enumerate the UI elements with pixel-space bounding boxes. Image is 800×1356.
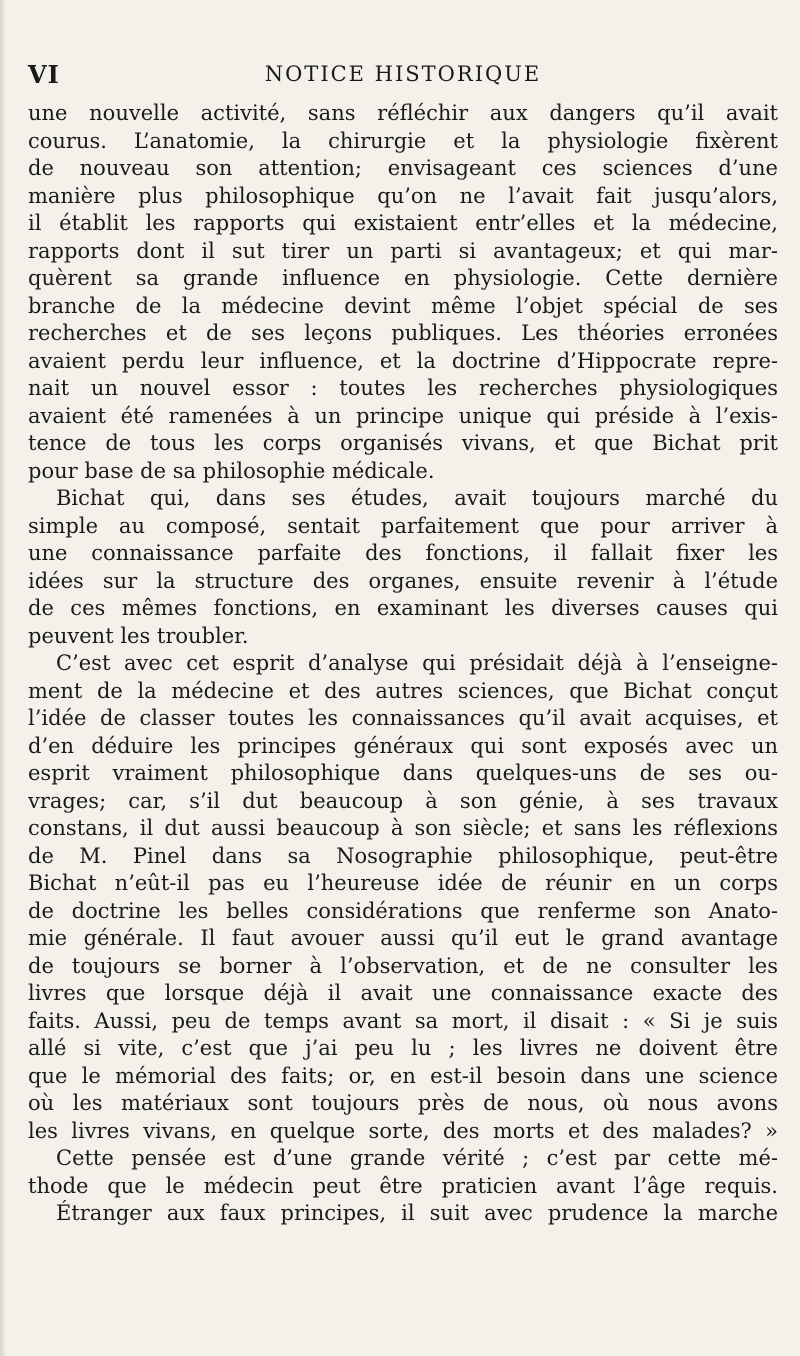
text-line: faits. Aussi, peu de temps avant sa mort, il disait : « Si je suis xyxy=(28,1008,778,1033)
text-line: quèrent sa grande influence en physiologie. Cette dernière xyxy=(28,266,778,290)
text-line: recherches et de ses leçons publiques. Les théories erronées xyxy=(28,321,778,345)
text-line: de toujours se borner à l’observation, et de ne consulter les xyxy=(28,953,778,978)
text-line: de nouveau son attention; envisageant ces sciences d’une xyxy=(28,156,778,180)
text-line: une connaissance parfaite des fonctions, il fallait fixer les xyxy=(28,541,778,565)
body-text xyxy=(28,100,778,1228)
running-title: NOTICE HISTORIQUE xyxy=(264,62,542,86)
page-number: VI xyxy=(28,60,60,89)
paragraph-start-line: C’est avec cet esprit d’analyse qui présidait déjà à l’enseigne- xyxy=(56,651,778,675)
text-line: rapports dont il sut tirer un parti si avantageux; et qui mar- xyxy=(28,238,778,263)
text-line: thode que le médecin peut être praticien avant l’âge requis. xyxy=(28,1173,778,1198)
text-line: les livres vivans, en quelque sorte, des morts et des malades? » xyxy=(28,1118,778,1143)
text-line: d’en déduire les principes généraux qui sont exposés avec un xyxy=(28,733,778,758)
paragraph-start-line: Étranger aux faux principes, il suit avec prudence la marche xyxy=(56,1201,778,1225)
text-line: nait un nouvel essor : toutes les recherches physiologiques xyxy=(28,376,778,400)
text-line: de M. Pinel dans sa Nosographie philosophique, peut-être xyxy=(28,843,778,868)
page-header xyxy=(28,60,778,90)
text-line: Bichat n’eût-il pas eu l’heureuse idée de réunir en un corps xyxy=(28,871,778,895)
text-line: pour base de sa philosophie médicale. xyxy=(28,458,435,483)
text-line: l’idée de classer toutes les connaissances qu’il avait acquises, et xyxy=(28,706,778,730)
text-line: idées sur la structure des organes, ensuite revenir à l’étude xyxy=(28,568,778,593)
text-line: avaient perdu leur influence, et la doctrine d’Hippocrate repre- xyxy=(28,348,778,373)
text-line: livres que lorsque déjà il avait une connaissance exacte des xyxy=(28,981,778,1005)
text-line: de ces mêmes fonctions, en examinant les diverses causes qui xyxy=(28,596,778,620)
text-line: allé si vite, c’est que j’ai peu lu ; les livres ne doivent être xyxy=(28,1036,778,1060)
text-line: manière plus philosophique qu’on ne l’avait fait jusqu’alors, xyxy=(28,183,778,208)
text-line: vrages; car, s’il dut beaucoup à son génie, à ses travaux xyxy=(28,788,778,813)
text-line: mie générale. Il faut avouer aussi qu’il eut le grand avantage xyxy=(28,926,778,950)
text-line: courus. L’anatomie, la chirurgie et la physiologie fixèrent xyxy=(28,128,778,153)
text-line: de doctrine les belles considérations que renferme son Anato- xyxy=(28,898,778,923)
text-line: constans, il dut aussi beaucoup à son siècle; et sans les réflexions xyxy=(28,816,778,840)
text-line: tence de tous les corps organisés vivans, et que Bichat prit xyxy=(28,431,778,455)
text-line: ment de la médecine et des autres sciences, que Bichat conçut xyxy=(28,678,778,703)
text-line: une nouvelle activité, sans réfléchir aux dangers qu’il avait xyxy=(28,101,778,125)
text-line: branche de la médecine devint même l’objet spécial de ses xyxy=(28,293,778,318)
text-line: avaient été ramenées à un principe unique qui préside à l’exis- xyxy=(28,403,778,428)
page-edge-shadow xyxy=(0,0,6,1356)
text-line: que le mémorial des faits; or, en est-il besoin dans une science xyxy=(28,1063,778,1088)
text-line: esprit vraiment philosophique dans quelques-uns de ses ou- xyxy=(28,761,778,785)
paragraph-start-line: Bichat qui, dans ses études, avait toujours marché du xyxy=(56,486,778,510)
paragraph-start-line: Cette pensée est d’une grande vérité ; c’est par cette mé- xyxy=(56,1146,778,1170)
text-line: simple au composé, sentait parfaitement que pour arriver à xyxy=(28,513,778,538)
text-line: il établit les rapports qui existaient entr’elles et la médecine, xyxy=(28,211,778,235)
text-line: peuvent les troubler. xyxy=(28,623,249,648)
text-line: où les matériaux sont toujours près de nous, où nous avons xyxy=(28,1091,778,1115)
